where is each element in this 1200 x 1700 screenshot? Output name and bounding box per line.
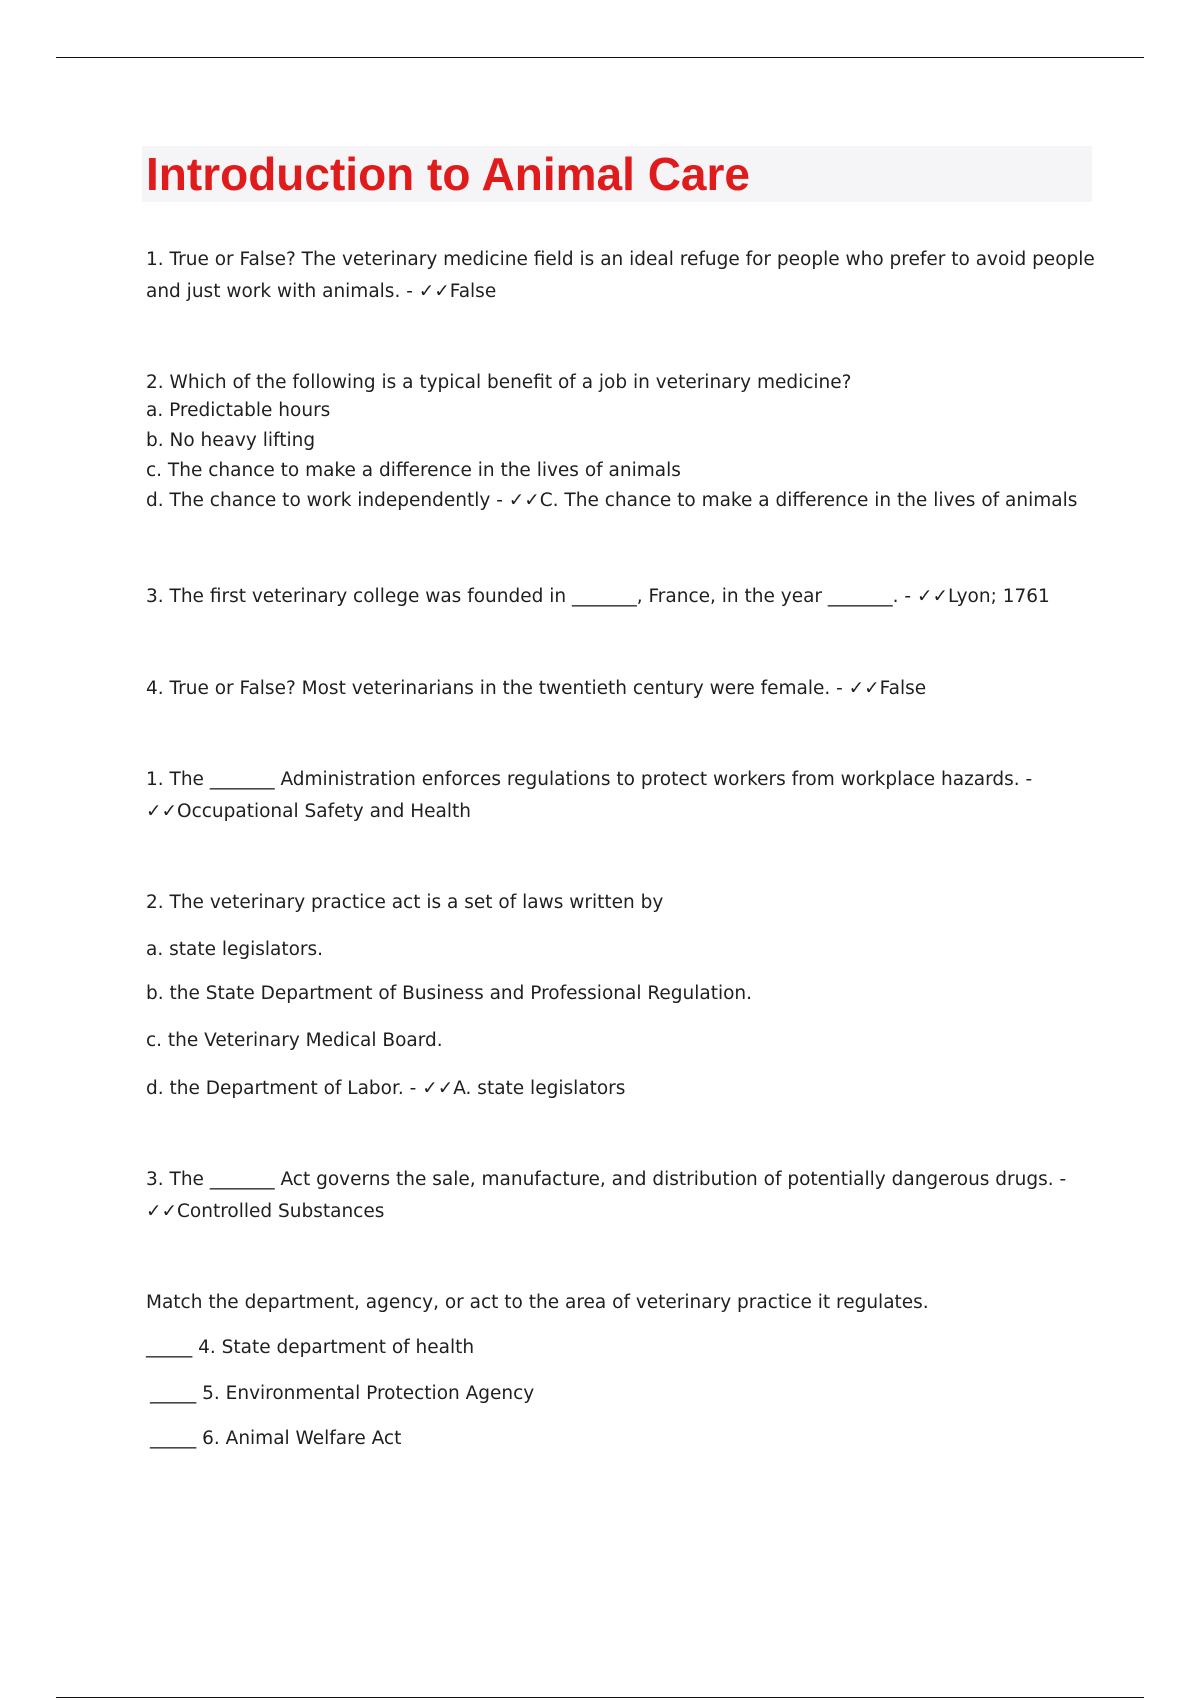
q1-text-line1: 1. True or False? The veterinary medicine field is an ideal refuge for people who prefer to avoid people <box>146 249 1095 270</box>
header-rule <box>56 57 1144 58</box>
s2-q1-text-line1: 1. The _______ Administration enforces regulations to protect workers from workplace hazards. - <box>146 769 1033 790</box>
s2-q2-text: 2. The veterinary practice act is a set of laws written by <box>146 892 664 913</box>
q3-text: 3. The first veterinary college was founded in _______, France, in the year _______. - ✓✓Lyon; 1761 <box>146 586 1050 607</box>
q2-option-a: a. Predictable hours <box>146 400 331 421</box>
q2-option-d: d. The chance to work independently - ✓✓C. The chance to make a difference in the lives of animals <box>146 490 1078 511</box>
matching-item-4: _____ 4. State department of health <box>146 1337 475 1358</box>
q2-text: 2. Which of the following is a typical benefit of a job in veterinary medicine? <box>146 372 852 393</box>
s2-q2-option-b: b. the State Department of Business and Professional Regulation. <box>146 983 753 1004</box>
footer-rule <box>56 1697 1144 1698</box>
q4-text: 4. True or False? Most veterinarians in the twentieth century were female. - ✓✓False <box>146 678 927 699</box>
s2-q1-text-line2: ✓✓Occupational Safety and Health <box>146 801 471 822</box>
q1-text-line2: and just work with animals. - ✓✓False <box>146 281 497 302</box>
matching-item-5: _____ 5. Environmental Protection Agency <box>150 1383 535 1404</box>
s2-q2-option-d: d. the Department of Labor. - ✓✓A. state legislators <box>146 1078 626 1099</box>
s2-q3-text-line1: 3. The _______ Act governs the sale, manufacture, and distribution of potentially dangerous drugs. - <box>146 1169 1067 1190</box>
s2-q2-option-c: c. the Veterinary Medical Board. <box>146 1030 443 1051</box>
s2-q2-option-a: a. state legislators. <box>146 939 324 960</box>
document-title: Introduction to Animal Care <box>146 148 750 200</box>
s2-q3-text-line2: ✓✓Controlled Substances <box>146 1201 385 1222</box>
matching-item-6: _____ 6. Animal Welfare Act <box>150 1428 402 1449</box>
q2-option-b: b. No heavy lifting <box>146 430 316 451</box>
q2-option-c: c. The chance to make a difference in the lives of animals <box>146 460 681 481</box>
matching-instructions: Match the department, agency, or act to the area of veterinary practice it regulates. <box>146 1292 929 1313</box>
